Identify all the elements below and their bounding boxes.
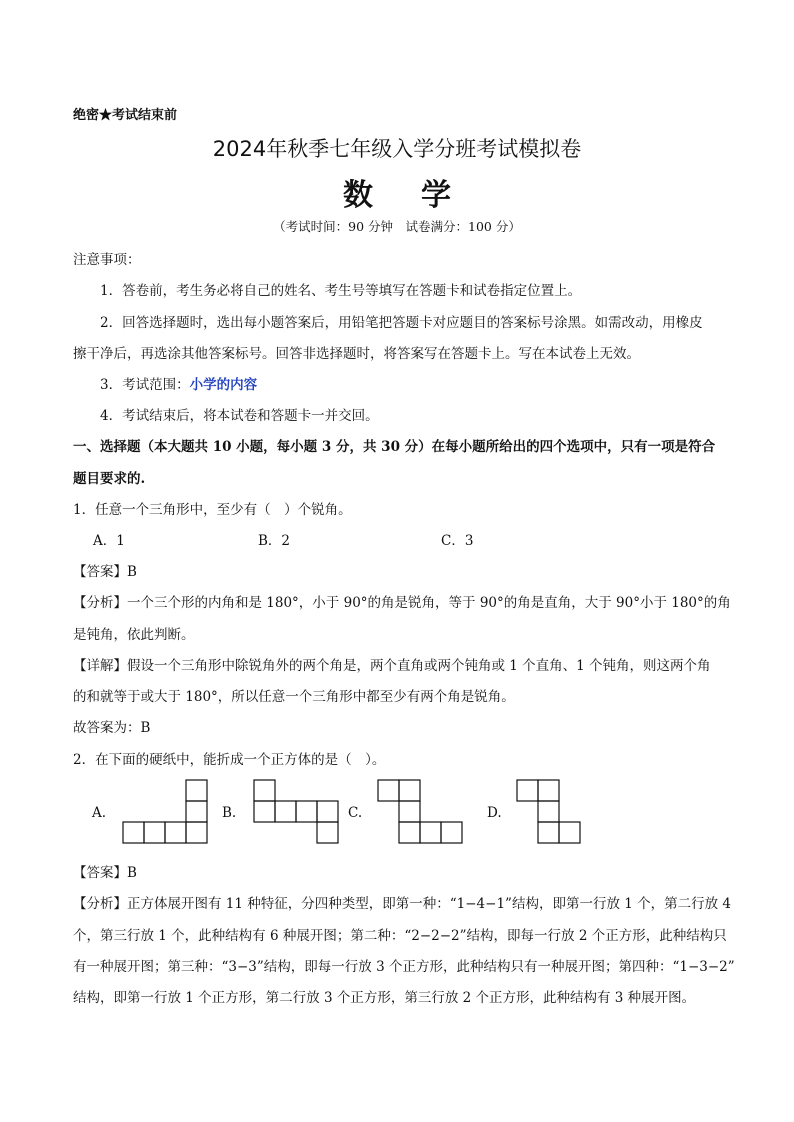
q1-option-c: C．3 bbox=[441, 533, 474, 549]
subject-title: 数学 bbox=[343, 178, 499, 213]
cube-net-c bbox=[378, 780, 462, 843]
notice-item-3 bbox=[100, 373, 257, 393]
cube-net-b bbox=[254, 780, 338, 843]
q2-answer: 【答案】B bbox=[73, 865, 137, 881]
notice-item-1: 1．答卷前，考生务必将自己的姓名、考生号等填写在答题卡和试卷指定位置上。 bbox=[100, 283, 582, 299]
q1-analysis-line-1: 【分析】一个三个形的内角和是 180°，小于 90°的角是锐角，等于 90°的角是直角，大于 90°小于 180°的角 bbox=[73, 595, 731, 611]
notice-item-2-line-2: 擦干净后，再选涂其他答案标号。回答非选择题时，将答案写在答题卡上。写在本试卷上无效。 bbox=[73, 346, 640, 362]
q2-stem: 2．在下面的硬纸中，能折成一个正方体的是（ ）。 bbox=[73, 752, 386, 768]
notice-heading: 注意事项： bbox=[73, 252, 141, 268]
q2-analysis-line-3: 有一种展开图；第三种：“3−3”结构，即每一行放 3 个正方形，此种结构只有一种展开图；第四种：“1−3−2” bbox=[73, 959, 735, 975]
q2-option-d-label: D. bbox=[487, 805, 502, 821]
exam-time-info: （考试时间：90 分钟 试卷满分：100 分） bbox=[273, 219, 521, 234]
q2-option-c-label: C. bbox=[348, 805, 363, 821]
q2-analysis-line-4: 结构，即第一行放 1 个正方形，第二行放 3 个正方形，第三行放 2 个正方形，此种结构有 3 种展开图。 bbox=[73, 990, 696, 1006]
q2-option-b-label: B. bbox=[222, 805, 237, 821]
section-1-line-2: 题目要求的. bbox=[73, 471, 146, 487]
q1-detail-line-1: 【详解】假设一个三角形中除锐角外的两个角是，两个直角或两个钝角或 1 个直角、1 个钝角，则这两个角 bbox=[73, 658, 711, 674]
notice-item-3-prefix: 3．考试范围： bbox=[100, 377, 190, 393]
q2-option-a-label: A. bbox=[92, 805, 107, 821]
q1-final-answer: 故答案为：B bbox=[73, 720, 151, 736]
q2-analysis-line-1: 【分析】正方体展开图有 11 种特征，分四种类型，即第一种：“1−4−1”结构，即第一行放 1 个，第二行放 4 bbox=[73, 896, 732, 912]
exam-title: 2024年秋季七年级入学分班考试模拟卷 bbox=[212, 137, 582, 161]
q1-answer: 【答案】B bbox=[73, 564, 137, 580]
q1-detail-line-2: 的和就等于或大于 180°，所以任意一个三角形中都至少有两个角是锐角。 bbox=[73, 689, 515, 705]
cube-nets-figure bbox=[0, 776, 794, 848]
q1-option-b: B．2 bbox=[258, 533, 291, 549]
q1-analysis-line-2: 是钝角，依此判断。 bbox=[73, 627, 195, 643]
confidential-label: 绝密★考试结束前 bbox=[73, 108, 178, 123]
cube-net-d bbox=[517, 780, 580, 843]
q2-analysis-line-2: 个，第三行放 1 个，此种结构有 6 种展开图；第二种：“2−2−2”结构，即每一行放 2 个正方形，此种结构只 bbox=[73, 928, 727, 944]
notice-item-2-line-1: 2．回答选择题时，选出每小题答案后，用铅笔把答题卡对应题目的答案标号涂黑。如需改动，用橡皮 bbox=[100, 315, 703, 331]
cube-net-a bbox=[123, 780, 207, 843]
q1-option-a: A．1 bbox=[93, 533, 125, 549]
exam-scope: 小学的内容 bbox=[189, 377, 258, 393]
notice-item-4: 4．考试结束后，将本试卷和答题卡一并交回。 bbox=[100, 408, 379, 424]
q1-stem: 1．任意一个三角形中，至少有（ ）个锐角。 bbox=[73, 502, 352, 518]
section-1-line-1: 一、选择题（本大题共 10 小题，每小题 3 分，共 30 分）在每小题所给出的四个选项中，只有一项是符合 bbox=[73, 439, 716, 455]
